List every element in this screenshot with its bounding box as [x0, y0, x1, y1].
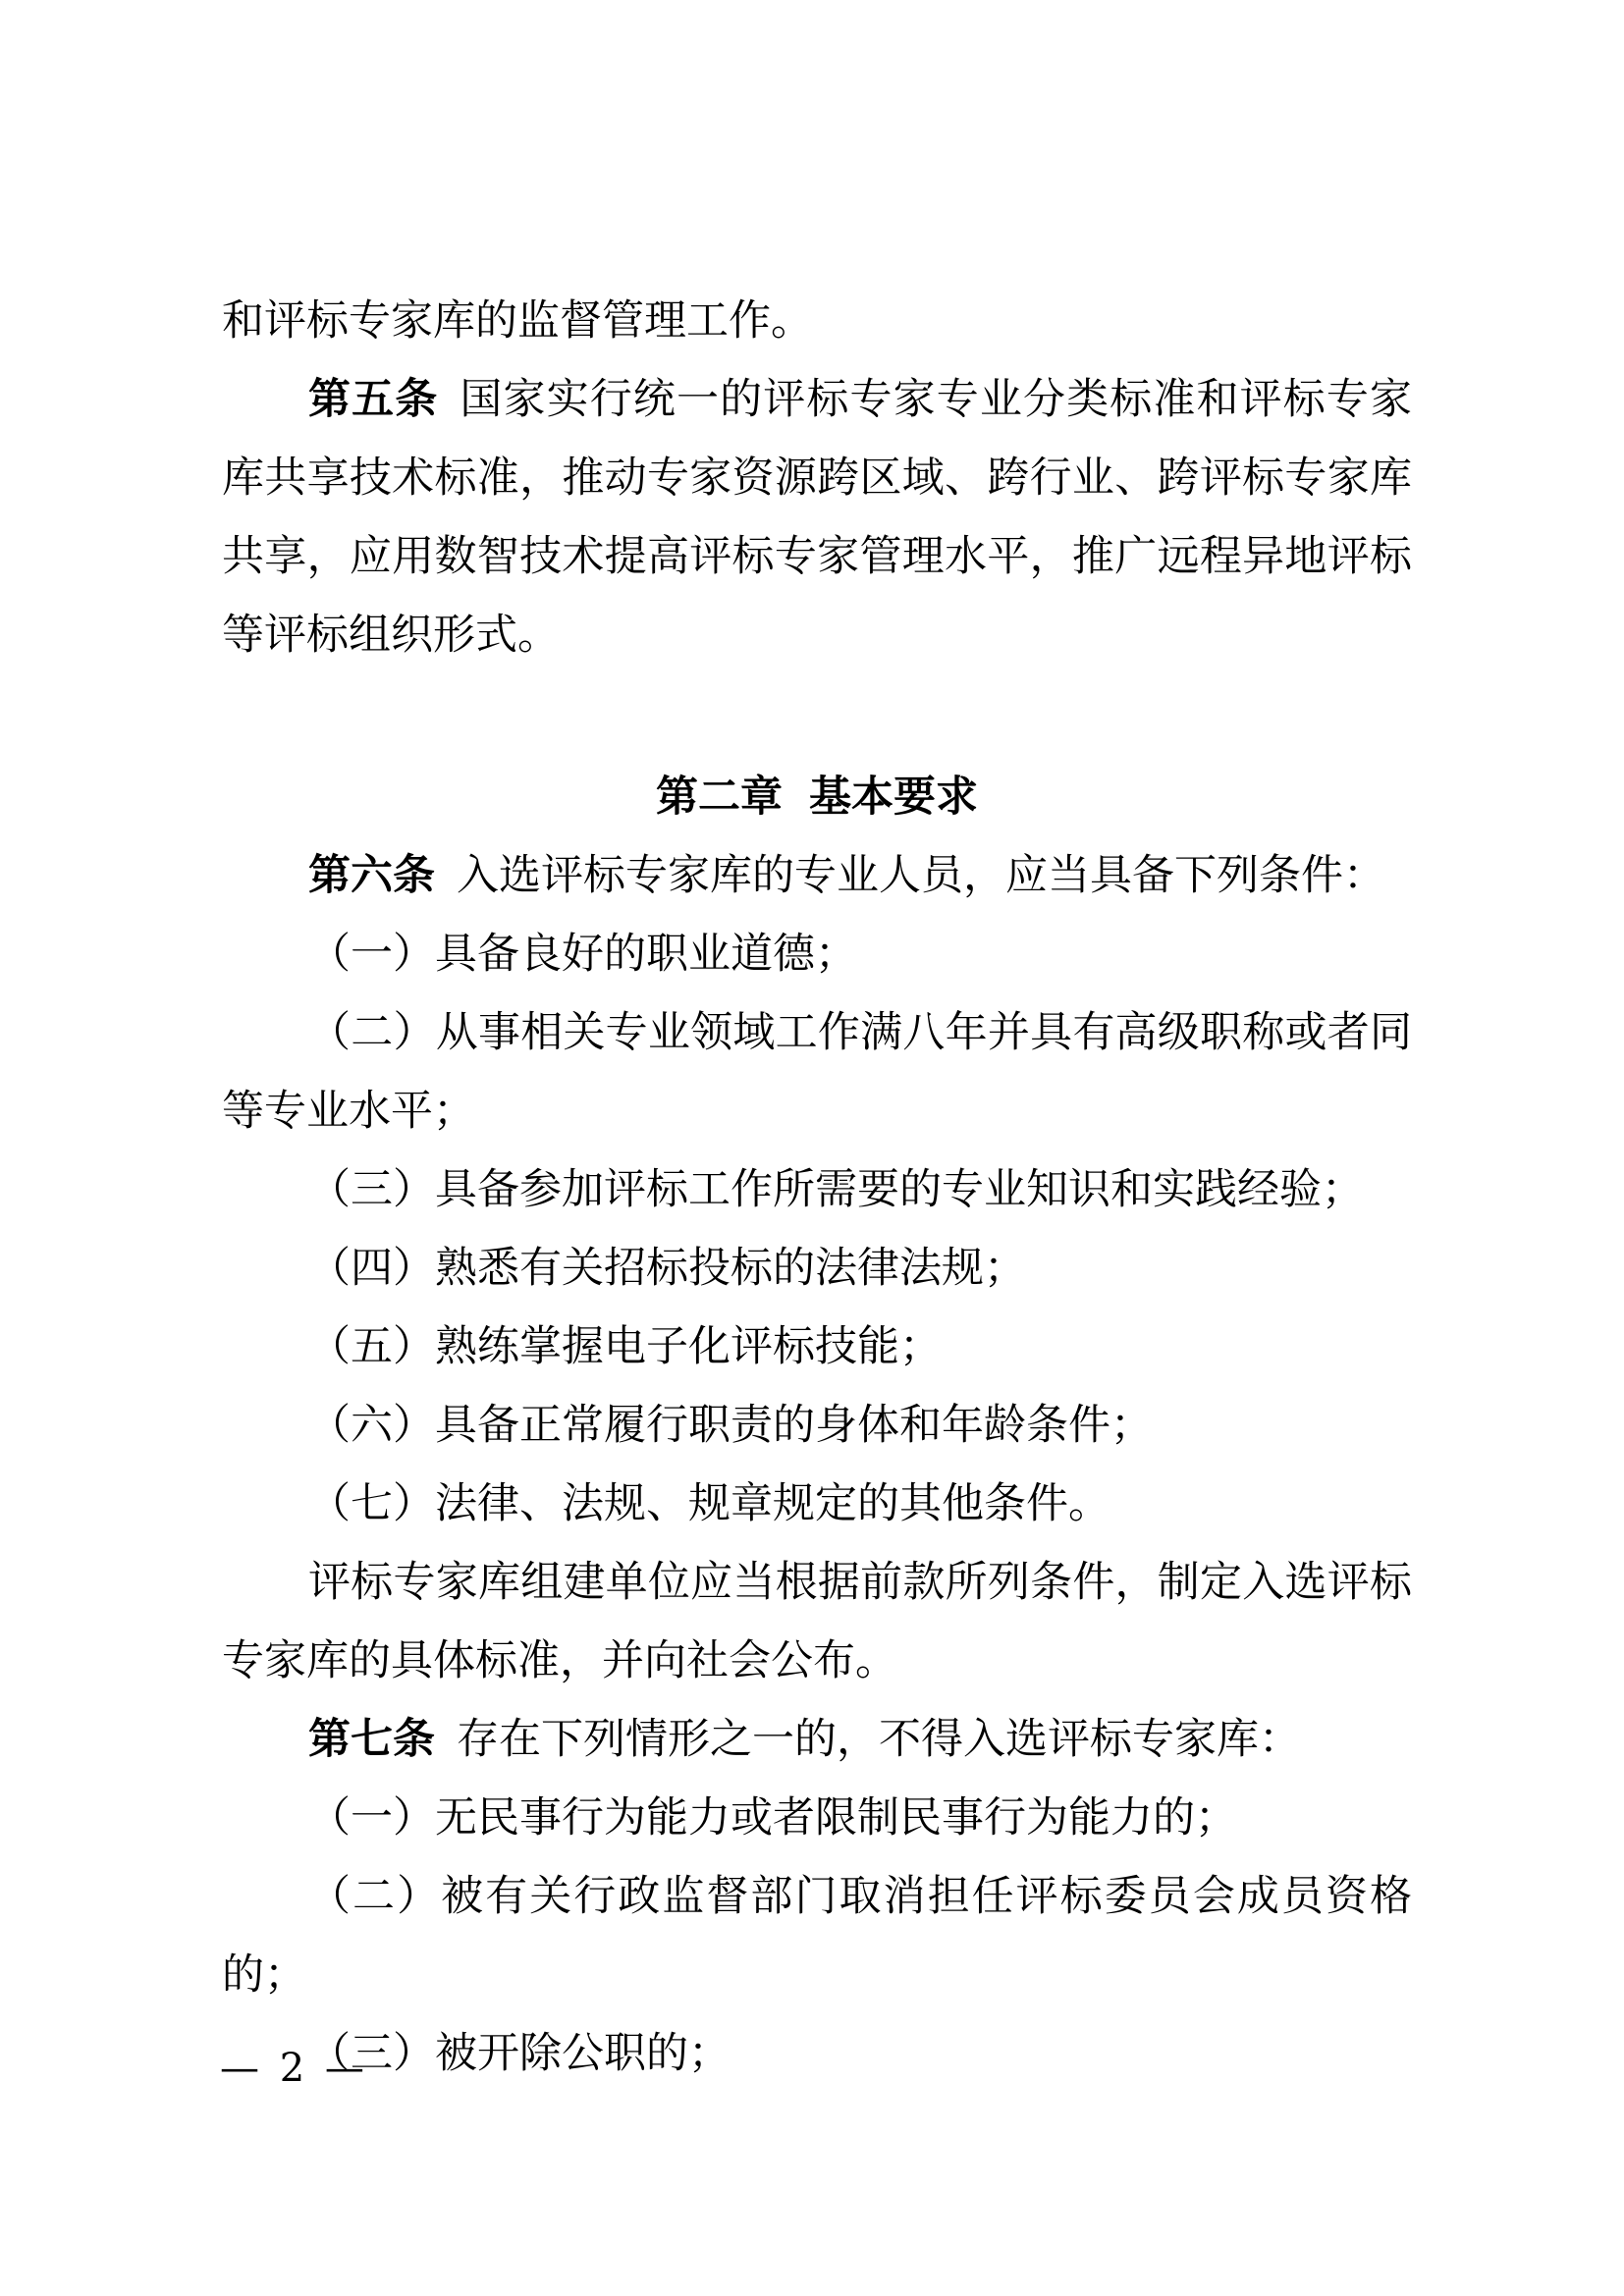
article-number: 第六条	[308, 851, 435, 900]
article-number: 第五条	[308, 375, 439, 424]
paragraph	[222, 1308, 1412, 1386]
paragraph-text: （二）被有关行政监督部门取消担任评标委员会成员资格的；	[222, 1872, 1412, 2000]
paragraph-text: （七）法律、法规、规章规定的其他条件。	[308, 1479, 1110, 1528]
paragraph	[222, 2014, 1412, 2093]
paragraph-text: （五）熟练掌握电子化评标技能；	[308, 1322, 942, 1371]
paragraph-text: 国家实行统一的评标专家专业分类标准和评标专家库共享技术标准，推动专家资源跨区域、跨行业、跨评标专家库共享，应用数智技术提高评标专家管理水平，推广远程异地评标等评标组织形式。	[222, 375, 1412, 660]
document-body	[222, 282, 1412, 2093]
paragraph	[222, 1543, 1412, 1700]
paragraph-text: 评标专家库组建单位应当根据前款所列条件，制定入选评标专家库的具体标准，并向社会公布。	[222, 1558, 1412, 1685]
paragraph-text: 入选评标专家库的专业人员，应当具备下列条件：	[457, 851, 1385, 900]
paragraph-text: （二）从事相关专业领域工作满八年并具有高级职称或者同等专业水平；	[222, 1008, 1412, 1136]
paragraph	[222, 1857, 1412, 2014]
paragraph	[222, 360, 1412, 674]
paragraph-text: 存在下列情形之一的，不得入选评标专家库：	[457, 1715, 1301, 1764]
paragraph-text: （六）具备正常履行职责的身体和年龄条件；	[308, 1401, 1153, 1450]
paragraph	[222, 1386, 1412, 1465]
paragraph	[222, 1150, 1412, 1229]
paragraph	[222, 1465, 1412, 1543]
paragraph	[222, 993, 1412, 1150]
article-number: 第七条	[308, 1715, 435, 1764]
paragraph-text: （三）被开除公职的；	[308, 2029, 731, 2078]
paragraph-text: （一）具备良好的职业道德；	[308, 930, 857, 979]
paragraph-text: （四）熟悉有关招标投标的法律法规；	[308, 1244, 1026, 1293]
paragraph	[222, 915, 1412, 993]
paragraph	[222, 1700, 1412, 1779]
chapter-heading-text: 第二章 基本要求	[656, 773, 978, 822]
page-number: — 2 —	[220, 2046, 368, 2091]
paragraph	[222, 836, 1412, 915]
chapter-heading	[222, 758, 1412, 836]
paragraph-text: 和评标专家库的监督管理工作。	[222, 296, 813, 346]
paragraph-text: （三）具备参加评标工作所需要的专业知识和实践经验；	[308, 1165, 1364, 1214]
paragraph	[222, 1779, 1412, 1857]
paragraph	[222, 282, 1412, 360]
paragraph	[222, 1229, 1412, 1308]
paragraph-text: （一）无民事行为能力或者限制民事行为能力的；	[308, 1793, 1237, 1842]
